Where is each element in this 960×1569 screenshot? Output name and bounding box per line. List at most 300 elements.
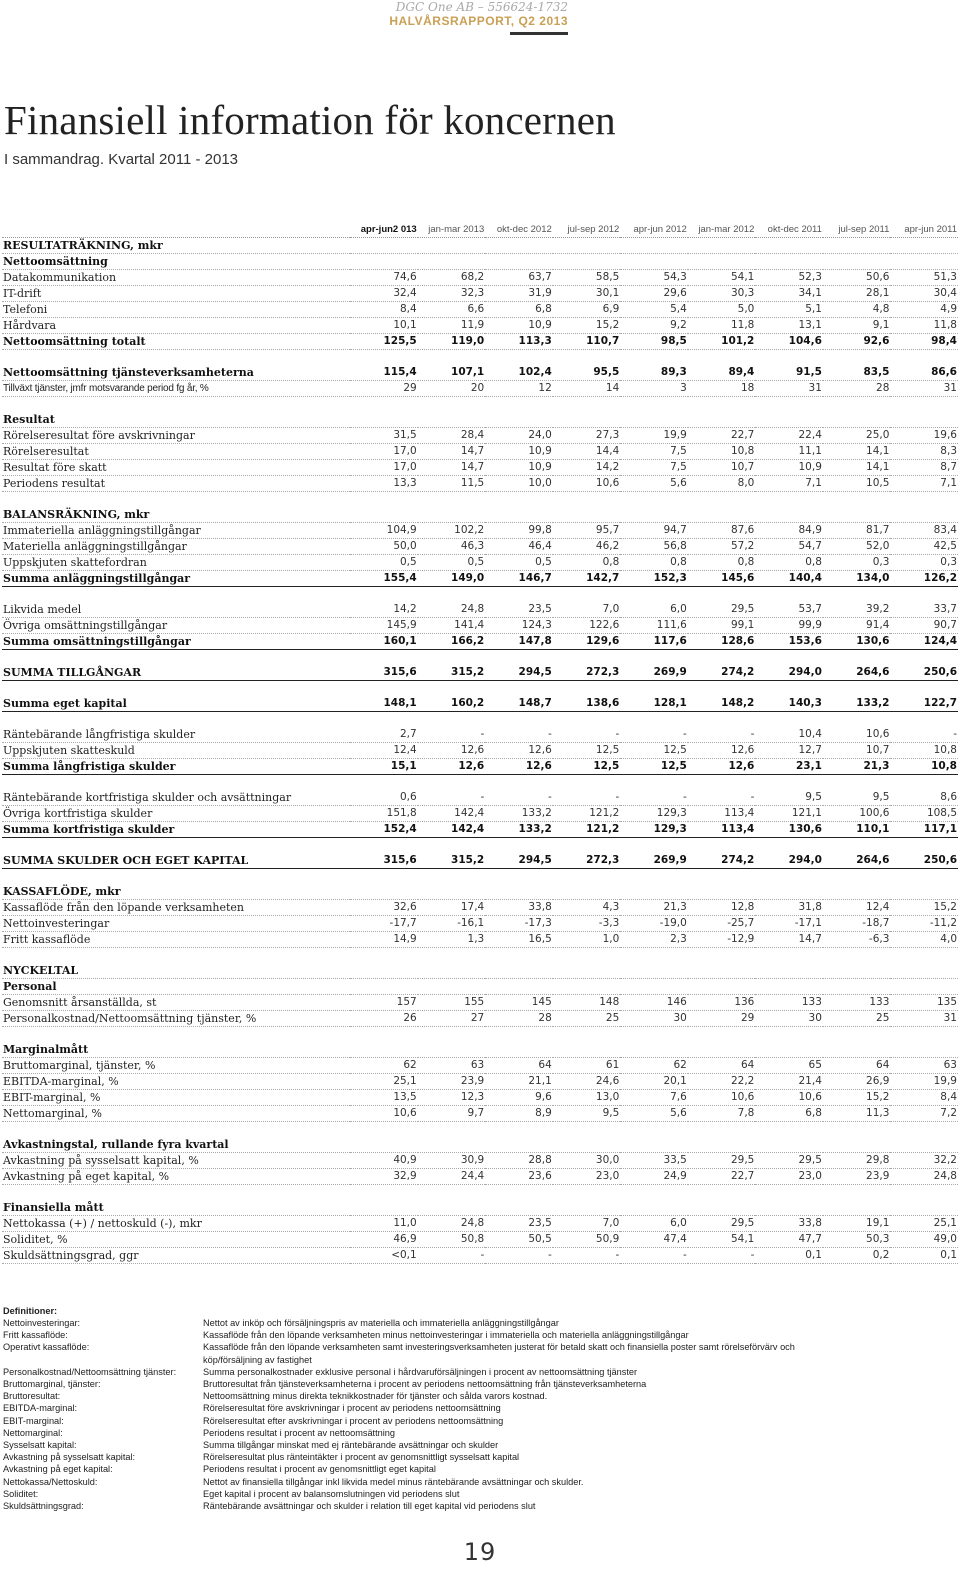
table-cell: 5,4 <box>620 302 688 318</box>
table-cell: 17,0 <box>350 460 418 476</box>
table-cell: 134,0 <box>823 571 891 587</box>
table-cell: 145,9 <box>350 618 418 634</box>
table-cell <box>350 979 418 995</box>
table-cell: 46,9 <box>350 1232 418 1248</box>
definition-term: Bruttoresultat: <box>3 1391 61 1402</box>
table-cell <box>688 350 756 366</box>
table-cell: 250,6 <box>890 853 958 869</box>
table-row <box>2 1248 958 1264</box>
table-cell <box>418 350 486 366</box>
definition-row <box>3 1378 903 1390</box>
table-cell <box>823 238 891 254</box>
table-cell <box>553 1042 621 1058</box>
table-cell <box>418 712 486 728</box>
table-cell: 89,3 <box>620 365 688 381</box>
table-cell: 24,8 <box>418 1216 486 1232</box>
table-cell <box>890 1200 958 1216</box>
row-label: Nettoomsättning totalt <box>2 334 350 350</box>
report-header <box>389 0 568 28</box>
row-label <box>2 350 350 366</box>
table-cell: 315,2 <box>418 665 486 681</box>
table-cell <box>418 979 486 995</box>
table-cell <box>890 350 958 366</box>
table-row <box>2 365 958 381</box>
table-cell: 10,9 <box>485 318 553 334</box>
table-cell <box>755 587 823 603</box>
table-cell: 10,5 <box>823 476 891 492</box>
table-row <box>2 884 958 900</box>
table-cell: 99,1 <box>688 618 756 634</box>
table-cell: 294,5 <box>485 665 553 681</box>
table-cell: 14 <box>553 381 621 397</box>
table-cell: 26 <box>350 1011 418 1027</box>
table-cell <box>485 948 553 964</box>
table-cell: 155 <box>418 995 486 1011</box>
table-cell <box>350 507 418 523</box>
table-cell: 10,9 <box>755 460 823 476</box>
table-cell <box>688 712 756 728</box>
table-row <box>2 428 958 444</box>
table-cell: 12,6 <box>688 743 756 759</box>
table-cell: -11,2 <box>890 916 958 932</box>
row-label: Räntebärande långfristiga skulder <box>2 727 350 743</box>
table-cell: 61 <box>553 1058 621 1074</box>
table-row <box>2 932 958 948</box>
table-cell: 102,2 <box>418 523 486 539</box>
table-cell: 15,2 <box>823 1090 891 1106</box>
table-row <box>2 790 958 806</box>
column-header: okt-dec 2011 <box>755 222 823 238</box>
table-cell: 128,1 <box>620 696 688 712</box>
table-cell: 0,3 <box>823 555 891 571</box>
table-cell: -16,1 <box>418 916 486 932</box>
table-row <box>2 302 958 318</box>
table-cell: 1,3 <box>418 932 486 948</box>
table-cell: 63,7 <box>485 270 553 286</box>
table-cell: 81,7 <box>823 523 891 539</box>
table-cell <box>823 884 891 900</box>
table-cell: 58,5 <box>553 270 621 286</box>
table-cell: 28 <box>823 381 891 397</box>
table-cell: 8,9 <box>485 1106 553 1122</box>
table-cell: 30,4 <box>890 286 958 302</box>
row-label: Materiella anläggningstillgångar <box>2 539 350 555</box>
table-cell: 10,7 <box>823 743 891 759</box>
table-cell: 25,1 <box>890 1216 958 1232</box>
table-cell: 21,3 <box>620 900 688 916</box>
table-cell: 54,1 <box>688 1232 756 1248</box>
table-cell: 146,7 <box>485 571 553 587</box>
table-cell: 10,6 <box>755 1090 823 1106</box>
table-cell: 24,9 <box>620 1169 688 1185</box>
definition-term: Soliditet: <box>3 1488 39 1499</box>
table-cell: 122,7 <box>890 696 958 712</box>
table-cell: 29,5 <box>755 1153 823 1169</box>
row-label: Resultat före skatt <box>2 460 350 476</box>
table-row <box>2 286 958 302</box>
table-cell <box>418 412 486 428</box>
table-cell <box>823 507 891 523</box>
table-cell <box>418 963 486 979</box>
definition-term: EBITDA-marginal: <box>3 1403 78 1414</box>
table-cell <box>620 884 688 900</box>
table-cell <box>350 650 418 666</box>
table-cell: 294,0 <box>755 853 823 869</box>
table-cell: - <box>620 727 688 743</box>
column-header: apr-jun 2012 <box>620 222 688 238</box>
table-cell <box>755 712 823 728</box>
definition-desc: Rörelseresultat plus ränteintäkter i procent av genomsnittligt sysselsatt kapital <box>203 1452 520 1463</box>
table-cell: 0,5 <box>350 555 418 571</box>
table-cell: 2,7 <box>350 727 418 743</box>
table-cell: 145 <box>485 995 553 1011</box>
table-cell <box>350 1137 418 1153</box>
table-cell <box>553 1200 621 1216</box>
row-label: Personal <box>2 979 350 995</box>
table-cell <box>485 1122 553 1138</box>
table-cell: 1,0 <box>553 932 621 948</box>
table-cell: 54,1 <box>688 270 756 286</box>
table-cell <box>890 1137 958 1153</box>
table-cell: 160,2 <box>418 696 486 712</box>
table-row <box>2 1216 958 1232</box>
table-cell: 126,2 <box>890 571 958 587</box>
table-row <box>2 1106 958 1122</box>
table-cell: 30 <box>755 1011 823 1027</box>
table-cell: 149,0 <box>418 571 486 587</box>
table-cell <box>485 1042 553 1058</box>
table-cell <box>620 963 688 979</box>
definition-term: Nettoinvesteringar: <box>3 1318 81 1328</box>
table-cell: 51,3 <box>890 270 958 286</box>
table-cell <box>553 507 621 523</box>
table-cell <box>823 1122 891 1138</box>
table-cell: 63 <box>890 1058 958 1074</box>
table-cell: 14,1 <box>823 460 891 476</box>
table-cell: 14,2 <box>350 602 418 618</box>
row-label <box>2 948 350 964</box>
table-cell: 10,7 <box>688 460 756 476</box>
table-cell: 6,0 <box>620 1216 688 1232</box>
table-cell: 9,1 <box>823 318 891 334</box>
table-cell: 122,6 <box>553 618 621 634</box>
table-cell: 104,6 <box>755 334 823 350</box>
table-cell: - <box>553 727 621 743</box>
table-cell: 124,3 <box>485 618 553 634</box>
table-cell: 33,8 <box>755 1216 823 1232</box>
table-cell: - <box>688 790 756 806</box>
table-cell <box>418 254 486 270</box>
table-cell: - <box>485 1248 553 1264</box>
table-cell: - <box>620 790 688 806</box>
table-cell: 19,6 <box>890 428 958 444</box>
table-cell <box>890 587 958 603</box>
table-cell: 113,3 <box>485 334 553 350</box>
table-cell <box>823 963 891 979</box>
table-cell <box>553 838 621 854</box>
table-cell: 110,7 <box>553 334 621 350</box>
row-label: Nettomarginal, % <box>2 1106 350 1122</box>
table-cell <box>553 979 621 995</box>
table-cell: 138,6 <box>553 696 621 712</box>
table-cell <box>823 1137 891 1153</box>
table-cell <box>485 397 553 413</box>
table-cell: 29,5 <box>688 1216 756 1232</box>
table-cell: 12,4 <box>350 743 418 759</box>
table-cell <box>890 650 958 666</box>
table-cell: 23,1 <box>755 759 823 775</box>
table-cell <box>620 681 688 697</box>
table-cell: 12,5 <box>620 743 688 759</box>
table-cell: 133 <box>823 995 891 1011</box>
table-cell <box>620 838 688 854</box>
table-cell: 12 <box>485 381 553 397</box>
row-label: Bruttomarginal, tjänster, % <box>2 1058 350 1074</box>
table-row <box>2 1153 958 1169</box>
table-cell: 11,9 <box>418 318 486 334</box>
table-cell <box>485 1027 553 1043</box>
row-label <box>2 397 350 413</box>
definition-term: Sysselsatt kapital: <box>3 1440 77 1451</box>
table-cell: 160,1 <box>350 634 418 650</box>
table-row <box>2 995 958 1011</box>
table-row <box>2 743 958 759</box>
table-cell <box>553 1137 621 1153</box>
table-cell <box>823 712 891 728</box>
table-cell: 145,6 <box>688 571 756 587</box>
table-cell <box>418 1027 486 1043</box>
table-row <box>2 681 958 697</box>
table-row <box>2 1169 958 1185</box>
table-cell: 129,3 <box>620 822 688 838</box>
table-cell <box>350 350 418 366</box>
row-label: Nettokassa (+) / nettoskuld (-), mkr <box>2 1216 350 1232</box>
table-cell <box>553 350 621 366</box>
table-cell: 121,2 <box>553 822 621 838</box>
row-label: Rörelseresultat <box>2 444 350 460</box>
table-cell: 56,8 <box>620 539 688 555</box>
table-cell: 22,2 <box>688 1074 756 1090</box>
table-cell: 269,9 <box>620 853 688 869</box>
table-cell: 128,6 <box>688 634 756 650</box>
table-cell: 21,3 <box>823 759 891 775</box>
row-label: NYCKELTAL <box>2 963 350 979</box>
table-cell: 155,4 <box>350 571 418 587</box>
table-cell <box>755 775 823 791</box>
table-cell: 142,4 <box>418 806 486 822</box>
table-cell <box>620 492 688 508</box>
row-label: Nettoomsättning <box>2 254 350 270</box>
table-cell: 12,5 <box>553 759 621 775</box>
table-cell <box>823 397 891 413</box>
table-cell <box>553 963 621 979</box>
table-cell <box>755 963 823 979</box>
table-row <box>2 1185 958 1201</box>
table-cell: 21,1 <box>485 1074 553 1090</box>
row-label: Soliditet, % <box>2 1232 350 1248</box>
table-row <box>2 696 958 712</box>
definition-desc: Summa personalkostnader exklusive personal i hårdvaruförsäljningen i procent av nettoomsättning tjänster <box>203 1366 638 1377</box>
table-cell <box>418 681 486 697</box>
table-cell <box>890 412 958 428</box>
row-label <box>2 1185 350 1201</box>
definition-desc: Summa tillgångar minskat med ej räntebärande avsättningar och skulder <box>203 1440 499 1451</box>
table-row <box>2 853 958 869</box>
table-cell: 6,8 <box>755 1106 823 1122</box>
table-cell: 14,7 <box>755 932 823 948</box>
definition-desc: Kassaflöde från den löpande verksamheten samt investeringsverksamheten justerat för betald skatt och finansiella poster samt rörelseförvärv och köp/försäljning av fastighet <box>203 1342 795 1365</box>
table-cell <box>418 884 486 900</box>
table-cell: 166,2 <box>418 634 486 650</box>
table-cell: -17,1 <box>755 916 823 932</box>
table-cell: 50,5 <box>485 1232 553 1248</box>
table-cell: 14,2 <box>553 460 621 476</box>
table-cell: 12,8 <box>688 900 756 916</box>
row-label <box>2 775 350 791</box>
table-cell: 12,6 <box>418 743 486 759</box>
table-cell <box>823 979 891 995</box>
table-cell: 125,5 <box>350 334 418 350</box>
table-cell: 19,1 <box>823 1216 891 1232</box>
row-label: Resultat <box>2 412 350 428</box>
table-cell: -6,3 <box>823 932 891 948</box>
table-cell <box>620 869 688 885</box>
table-cell: 140,3 <box>755 696 823 712</box>
table-cell <box>553 884 621 900</box>
table-cell: 13,0 <box>553 1090 621 1106</box>
table-cell: 74,6 <box>350 270 418 286</box>
table-cell: 15,2 <box>553 318 621 334</box>
table-cell: 148,7 <box>485 696 553 712</box>
table-cell: 100,6 <box>823 806 891 822</box>
row-label: Kassaflöde från den löpande verksamheten <box>2 900 350 916</box>
table-cell: 19,9 <box>620 428 688 444</box>
table-cell <box>688 1200 756 1216</box>
table-cell: 294,5 <box>485 853 553 869</box>
table-cell <box>755 884 823 900</box>
table-cell: 8,4 <box>890 1090 958 1106</box>
table-cell: 17,0 <box>350 444 418 460</box>
table-row <box>2 381 958 397</box>
table-cell: 32,3 <box>418 286 486 302</box>
table-cell <box>890 254 958 270</box>
row-label: Skuldsättningsgrad, ggr <box>2 1248 350 1264</box>
table-cell: 107,1 <box>418 365 486 381</box>
table-cell: 10,8 <box>890 743 958 759</box>
table-cell <box>620 238 688 254</box>
table-cell <box>755 979 823 995</box>
table-cell: 117,1 <box>890 822 958 838</box>
table-cell <box>350 712 418 728</box>
table-cell: 5,6 <box>620 476 688 492</box>
table-cell: 14,7 <box>418 444 486 460</box>
definition-desc: Eget kapital i procent av balansomslutningen vid periodens slut <box>203 1488 460 1499</box>
definition-desc: Rörelseresultat efter avskrivningar i procent av periodens nettoomsättning <box>203 1415 504 1426</box>
definition-desc: Nettot av inköp och försäljningspris av materiella och immateriella anläggningstillgångar <box>203 1318 559 1328</box>
table-cell: 46,4 <box>485 539 553 555</box>
table-cell: 10,8 <box>688 444 756 460</box>
table-cell <box>350 492 418 508</box>
page-number: 19 <box>463 1538 497 1566</box>
table-cell: 11,8 <box>688 318 756 334</box>
table-cell <box>755 650 823 666</box>
table-cell: - <box>418 790 486 806</box>
table-cell: 22,7 <box>688 428 756 444</box>
table-cell <box>755 412 823 428</box>
definition-row <box>3 1341 903 1365</box>
table-cell: 40,9 <box>350 1153 418 1169</box>
definition-term: EBIT-marginal: <box>3 1415 64 1426</box>
table-cell: 135 <box>890 995 958 1011</box>
table-cell: - <box>485 790 553 806</box>
row-label: Nettoomsättning tjänsteverksamheterna <box>2 365 350 381</box>
table-cell: 94,7 <box>620 523 688 539</box>
table-cell <box>823 1185 891 1201</box>
table-cell: 42,5 <box>890 539 958 555</box>
table-cell: 29,8 <box>823 1153 891 1169</box>
table-cell: 34,1 <box>755 286 823 302</box>
column-header: jan-mar 2012 <box>688 222 756 238</box>
table-cell: 148 <box>553 995 621 1011</box>
table-cell: 4,0 <box>890 932 958 948</box>
definition-desc: Periodens resultat i procent av nettoomsättning <box>203 1427 396 1438</box>
row-label: Uppskjuten skattefordran <box>2 555 350 571</box>
table-cell <box>755 1122 823 1138</box>
table-cell: 30 <box>620 1011 688 1027</box>
row-label <box>2 838 350 854</box>
definitions-list <box>3 1317 903 1512</box>
table-cell: 8,3 <box>890 444 958 460</box>
table-cell <box>350 963 418 979</box>
table-cell <box>688 492 756 508</box>
table-cell: 7,5 <box>620 444 688 460</box>
table-cell <box>620 650 688 666</box>
table-cell: 10,9 <box>485 444 553 460</box>
table-row <box>2 460 958 476</box>
table-cell: 6,9 <box>553 302 621 318</box>
table-cell <box>688 238 756 254</box>
definition-term: Nettomarginal: <box>3 1427 63 1438</box>
table-cell: 4,3 <box>553 900 621 916</box>
table-cell: 264,6 <box>823 665 891 681</box>
table-cell <box>620 587 688 603</box>
table-cell <box>823 350 891 366</box>
table-cell: 8,7 <box>890 460 958 476</box>
table-cell: 8,6 <box>890 790 958 806</box>
table-cell <box>823 1042 891 1058</box>
table-row <box>2 618 958 634</box>
table-cell <box>418 1137 486 1153</box>
table-cell: -17,3 <box>485 916 553 932</box>
table-cell <box>485 963 553 979</box>
table-cell: 23,0 <box>553 1169 621 1185</box>
table-cell <box>485 254 553 270</box>
table-cell: 12,6 <box>688 759 756 775</box>
row-label: Hårdvara <box>2 318 350 334</box>
row-label: Nettoinvesteringar <box>2 916 350 932</box>
table-row <box>2 334 958 350</box>
definition-term: Skuldsättningsgrad: <box>3 1501 84 1512</box>
row-label: Fritt kassaflöde <box>2 932 350 948</box>
table-cell: 2,3 <box>620 932 688 948</box>
table-cell <box>823 948 891 964</box>
table-cell: 31 <box>890 381 958 397</box>
table-cell <box>553 587 621 603</box>
table-cell: 52,0 <box>823 539 891 555</box>
table-cell: 7,0 <box>553 1216 621 1232</box>
table-cell: 33,8 <box>485 900 553 916</box>
table-cell <box>890 963 958 979</box>
